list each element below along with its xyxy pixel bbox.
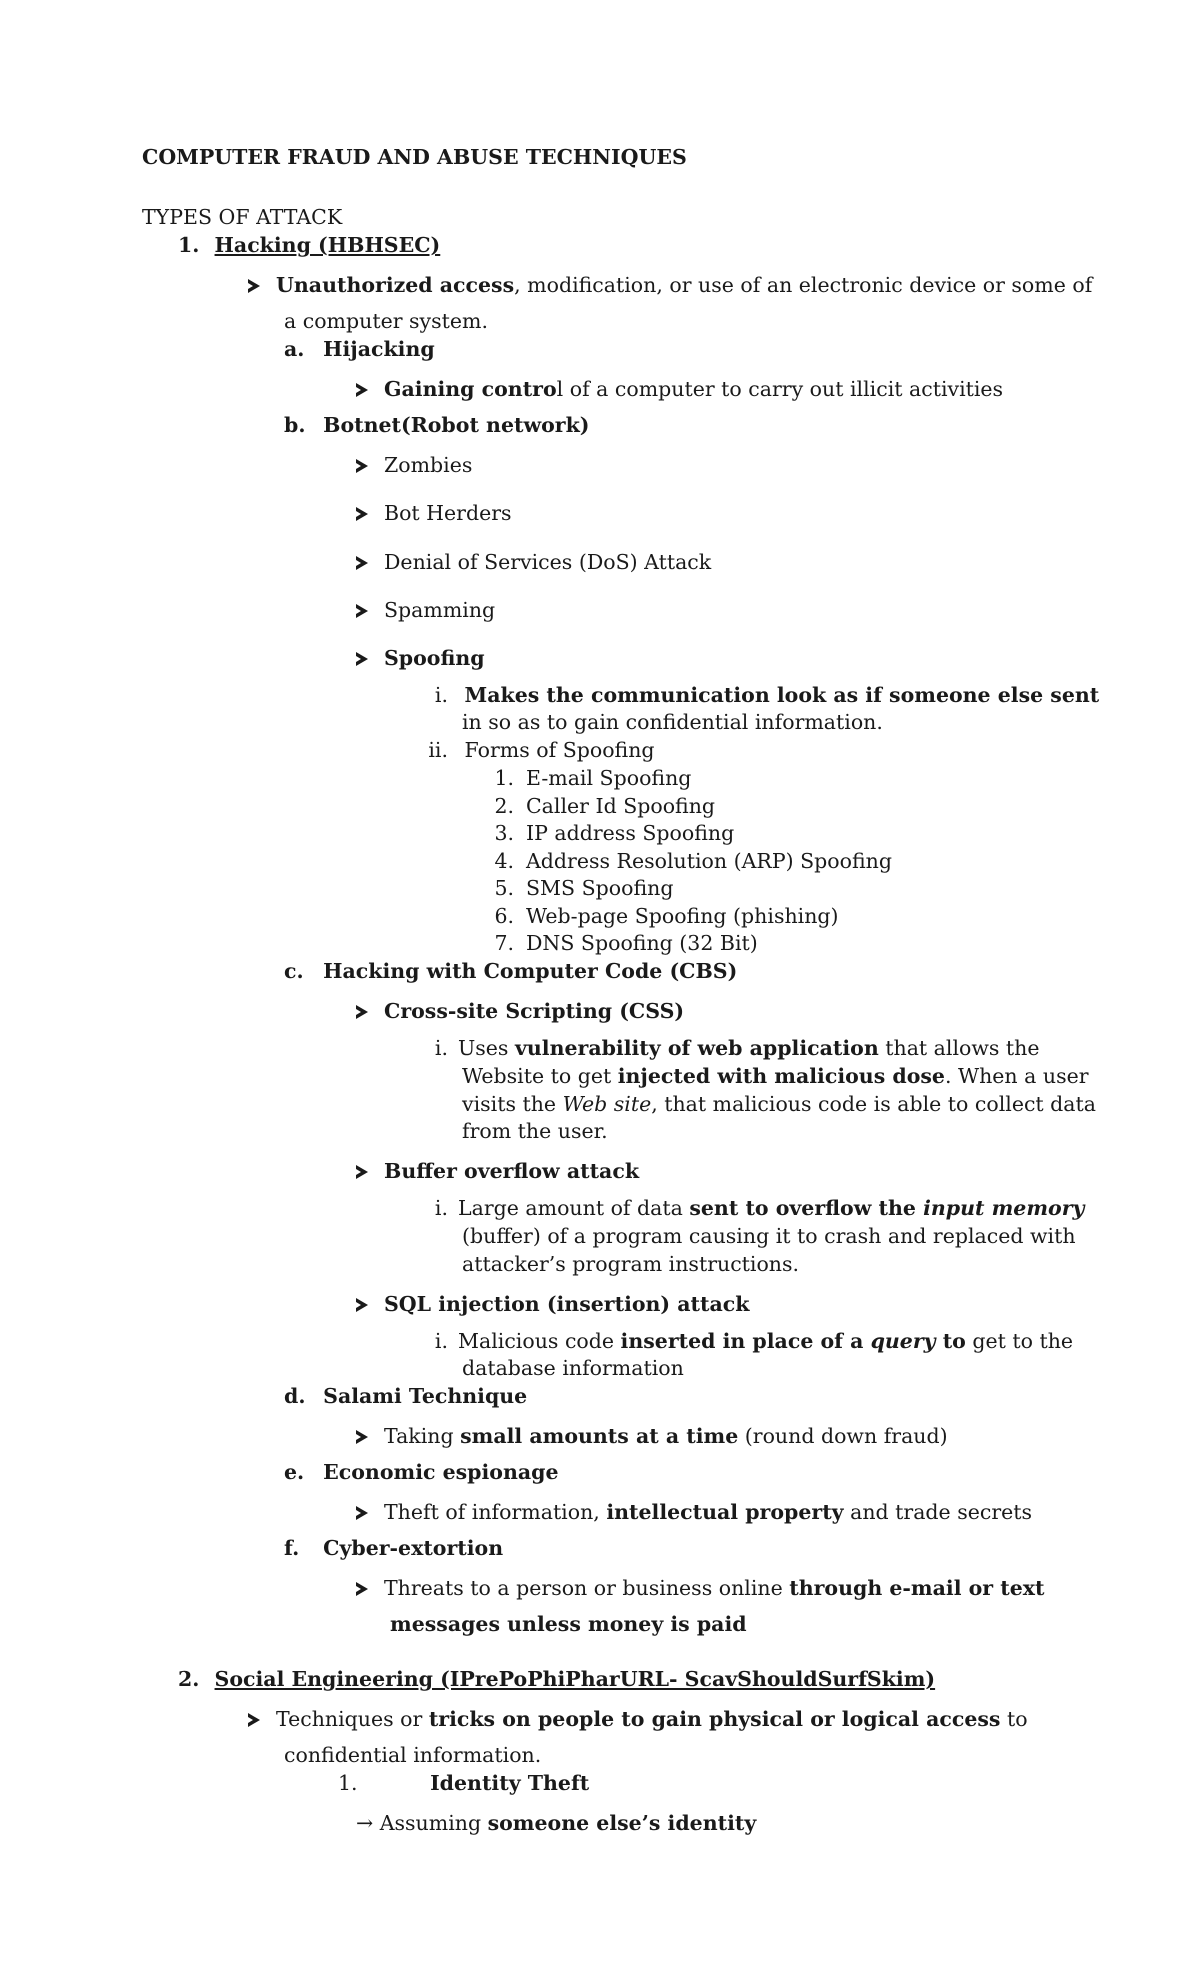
botnet-bullet <box>356 599 495 622</box>
item-number: 1. <box>338 1771 358 1795</box>
css-line-3 <box>462 1093 1096 1116</box>
section-2-number: 2. <box>178 1667 200 1691</box>
item-a <box>284 338 435 361</box>
txt: get to the <box>965 1329 1074 1353</box>
section-subtitle: TYPES OF ATTACK <box>142 205 343 229</box>
spoof-i <box>420 684 1099 707</box>
txt: Website to get <box>462 1064 618 1088</box>
txt: that allows the <box>878 1036 1040 1060</box>
buf-line-1 <box>420 1197 1084 1220</box>
form-text: SMS Spoofing <box>526 876 674 900</box>
txt: to <box>1000 1707 1028 1731</box>
identity-theft-label: Identity Theft <box>430 1771 590 1795</box>
social-eng-definition <box>248 1708 1028 1731</box>
spoof-form <box>492 877 673 900</box>
txt: Threats to a person or business online <box>384 1576 790 1600</box>
css-bullet <box>356 1000 684 1023</box>
form-number: 2. <box>494 794 514 818</box>
item-c-label: Hacking with Computer Code (CBS) <box>323 959 738 983</box>
item-e-label: Economic espionage <box>323 1460 559 1484</box>
form-number: 4. <box>494 849 514 873</box>
txt-bold: small amounts at a time <box>460 1424 739 1448</box>
item-b-letter: b. <box>284 413 306 437</box>
txt-bold: tricks on people to gain physical or logical access <box>428 1707 1001 1731</box>
form-text: Web-page Spoofing (phishing) <box>526 904 839 928</box>
identity-theft-item <box>338 1772 589 1795</box>
spoofing-bullet <box>356 647 485 670</box>
item-d <box>284 1385 527 1408</box>
txt: Theft of information, <box>384 1500 607 1524</box>
txt: (round down fraud) <box>738 1424 948 1448</box>
txt-bold: vulnerability of web application <box>514 1036 879 1060</box>
roman-numeral: i. <box>434 1329 448 1353</box>
hijacking-bullet <box>356 378 1003 401</box>
buffer-label: Buffer overflow attack <box>384 1159 640 1183</box>
item-e-letter: e. <box>284 1460 305 1484</box>
salami-bullet <box>356 1425 948 1448</box>
identity-theft-arrow-line <box>356 1812 756 1835</box>
bullet-text: Bot Herders <box>384 501 512 525</box>
section-2-heading <box>178 1668 935 1691</box>
bullet-arrow-icon <box>356 1165 368 1179</box>
bullet-arrow-icon <box>356 1005 368 1019</box>
buf-line-2: (buffer) of a program causing it to crash and replaced with <box>462 1224 1076 1248</box>
item-f <box>284 1537 503 1560</box>
section-1-heading <box>178 234 440 257</box>
form-text: Address Resolution (ARP) Spoofing <box>526 849 892 873</box>
txt-bold: through e-mail or text <box>789 1576 1045 1600</box>
spoof-i-cont: in so as to gain confidential information. <box>462 710 883 734</box>
item-d-letter: d. <box>284 1384 306 1408</box>
txt: . When a user <box>944 1064 1089 1088</box>
css-label: Cross-site Scripting (CSS) <box>384 999 685 1023</box>
txt-bold: injected with malicious dose <box>617 1064 945 1088</box>
form-text: DNS Spoofing (32 Bit) <box>526 931 758 955</box>
css-line-1 <box>420 1037 1040 1060</box>
spoof-i-text: Makes the communication look as if someone else sent <box>464 683 1100 707</box>
botnet-bullet <box>356 502 512 525</box>
bullet-text: Zombies <box>384 453 473 477</box>
section-1-title: Hacking (HBHSEC) <box>214 233 441 257</box>
item-a-letter: a. <box>284 337 305 361</box>
extortion-bullet <box>356 1577 1044 1600</box>
txt-bold-italic: input memory <box>923 1196 1085 1220</box>
form-number: 3. <box>494 821 514 845</box>
form-text: E-mail Spoofing <box>526 766 692 790</box>
spoof-ii <box>420 739 655 762</box>
bullet-arrow-icon <box>356 1430 368 1444</box>
item-b <box>284 414 590 437</box>
spoofing-label: Spoofing <box>384 646 485 670</box>
form-text: Caller Id Spoofing <box>526 794 716 818</box>
item-c-letter: c. <box>284 959 304 983</box>
txt: Uses <box>458 1036 515 1060</box>
spoof-form <box>492 932 758 955</box>
botnet-bullet <box>356 454 472 477</box>
sql-line-2: database information <box>462 1356 684 1380</box>
botnet-bullet <box>356 551 711 574</box>
def-rest: , modification, or use of an electronic device or some of <box>514 273 1093 297</box>
hijack-bold: Gaining contro <box>384 377 557 401</box>
roman-numeral: i. <box>434 683 448 707</box>
item-b-label: Botnet(Robot network) <box>323 413 590 437</box>
bullet-arrow-icon <box>356 652 368 666</box>
bullet-arrow-icon <box>248 279 260 293</box>
bullet-arrow-icon <box>356 1298 368 1312</box>
hacking-definition-cont: a computer system. <box>284 309 488 333</box>
bullet-arrow-icon <box>356 1506 368 1520</box>
bullet-text: Denial of Services (DoS) Attack <box>384 550 712 574</box>
spoof-form <box>492 822 734 845</box>
item-f-label: Cyber-extortion <box>323 1536 504 1560</box>
bullet-arrow-icon <box>356 507 368 521</box>
item-f-letter: f. <box>284 1536 300 1560</box>
buf-line-3: attacker’s program instructions. <box>462 1252 800 1276</box>
roman-numeral: i. <box>434 1036 448 1060</box>
section-1-number: 1. <box>178 233 200 257</box>
bullet-arrow-icon <box>356 383 368 397</box>
form-number: 1. <box>494 766 514 790</box>
txt: and trade secrets <box>843 1500 1033 1524</box>
txt-bold: sent to overflow the <box>689 1196 924 1220</box>
espionage-bullet <box>356 1501 1032 1524</box>
def-bold: Unauthorized access <box>276 273 515 297</box>
txt-bold-italic: query <box>870 1329 936 1353</box>
txt: , that malicious code is able to collect data <box>651 1092 1096 1116</box>
txt: Techniques or <box>276 1707 429 1731</box>
spoof-form <box>492 850 892 873</box>
txt: visits the <box>462 1092 563 1116</box>
txt-bold: to <box>935 1329 966 1353</box>
bullet-arrow-icon <box>356 459 368 473</box>
txt: Large amount of data <box>458 1196 690 1220</box>
form-number: 6. <box>494 904 514 928</box>
item-e <box>284 1461 559 1484</box>
txt-bold: someone else’s identity <box>487 1811 757 1835</box>
bullet-text: Spamming <box>384 598 496 622</box>
bullet-arrow-icon <box>248 1713 260 1727</box>
spoof-form <box>492 905 839 928</box>
txt: Malicious code <box>458 1329 621 1353</box>
buffer-bullet <box>356 1160 639 1183</box>
sql-bullet <box>356 1293 749 1316</box>
item-a-label: Hijacking <box>323 337 435 361</box>
bullet-arrow-icon <box>356 604 368 618</box>
spoof-form <box>492 767 691 790</box>
sql-label: SQL injection (insertion) attack <box>384 1292 750 1316</box>
item-c <box>284 960 737 983</box>
roman-numeral: ii. <box>428 738 448 762</box>
form-text: IP address Spoofing <box>526 821 735 845</box>
roman-numeral: i. <box>434 1196 448 1220</box>
css-line-2 <box>462 1065 1089 1088</box>
sql-line-1 <box>420 1330 1073 1353</box>
hijack-rest: l of a computer to carry out illicit activities <box>556 377 1004 401</box>
extortion-cont: messages unless money is paid <box>390 1612 747 1636</box>
txt-bold: intellectual property <box>606 1500 844 1524</box>
txt-italic: Web site <box>562 1092 652 1116</box>
right-arrow-icon: → <box>356 1811 374 1835</box>
bullet-arrow-icon <box>356 1582 368 1596</box>
hacking-definition <box>248 274 1092 297</box>
txt-bold: inserted in place of a <box>620 1329 871 1353</box>
section-2-title: Social Engineering (IPrePoPhiPharURL- ScavShouldSurfSkim) <box>214 1667 936 1691</box>
form-number: 7. <box>494 931 514 955</box>
txt: Taking <box>384 1424 461 1448</box>
css-line-4: from the user. <box>462 1119 608 1143</box>
social-eng-definition-cont: confidential information. <box>284 1743 542 1767</box>
spoof-ii-text: Forms of Spoofing <box>464 738 655 762</box>
spoof-form <box>492 795 715 818</box>
item-d-label: Salami Technique <box>323 1384 528 1408</box>
document-title: COMPUTER FRAUD AND ABUSE TECHNIQUES <box>142 145 687 169</box>
txt: Assuming <box>373 1811 488 1835</box>
form-number: 5. <box>494 876 514 900</box>
bullet-arrow-icon <box>356 556 368 570</box>
